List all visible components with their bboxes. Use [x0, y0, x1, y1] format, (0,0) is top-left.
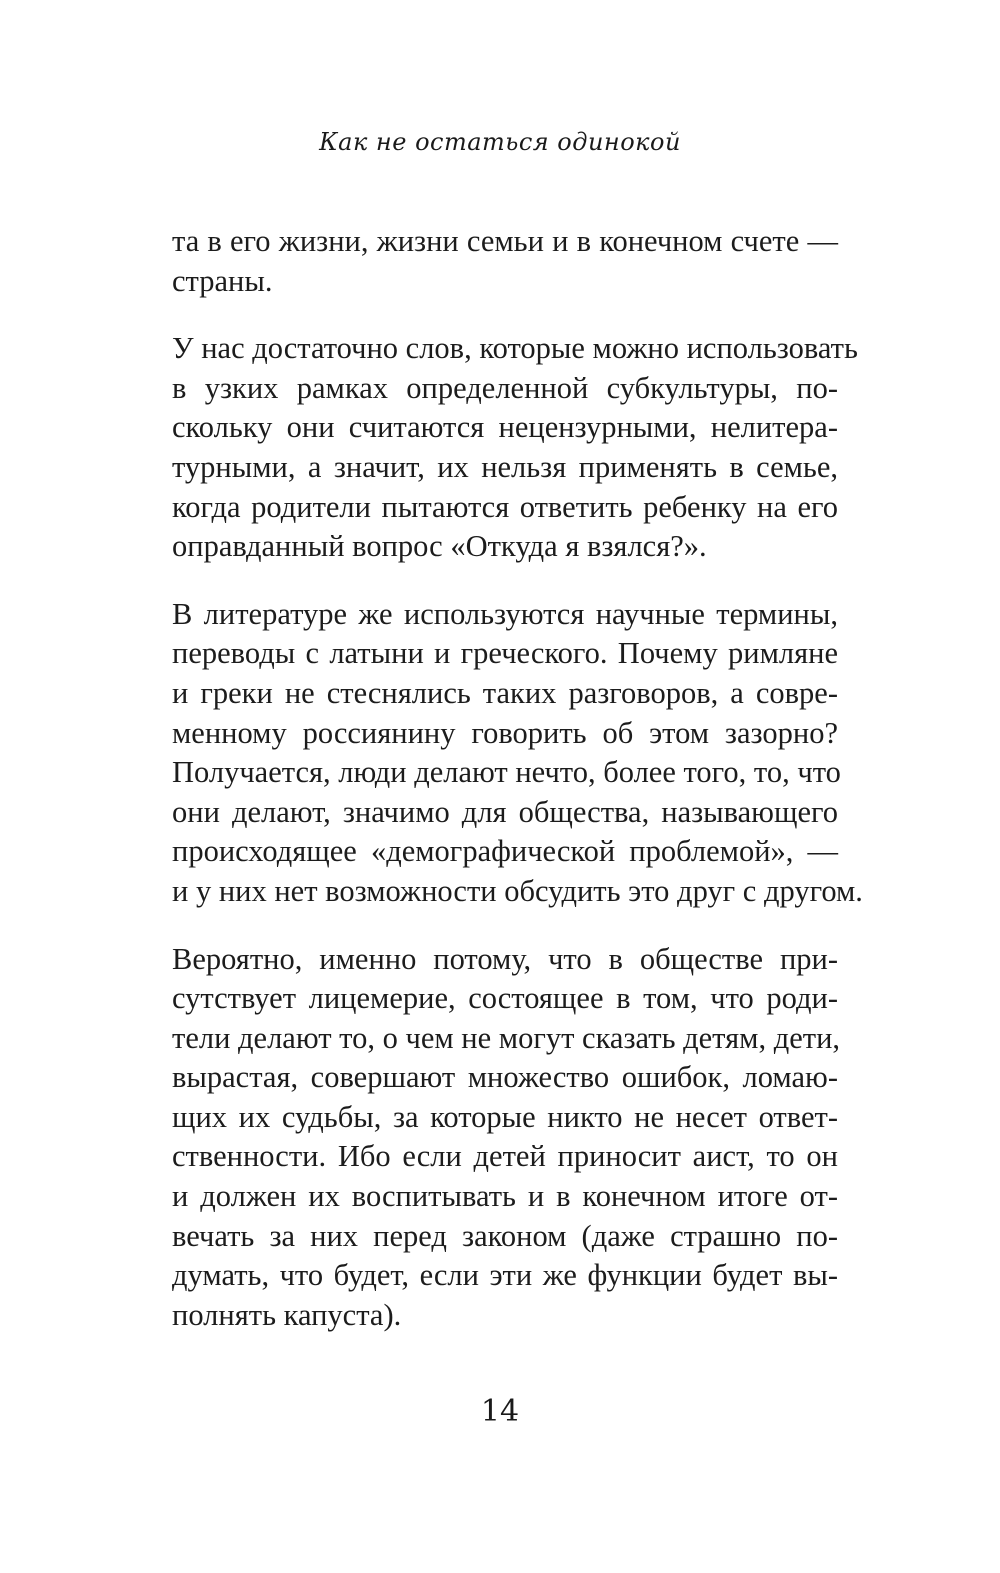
text-line: У нас достаточно слов, которые можно использовать [172, 331, 858, 366]
text-line: вечать за них перед законом (даже страшно по- [172, 1218, 838, 1253]
text-line: тели делают то, о чем не могут сказать детям, дети, [172, 1020, 841, 1055]
text-line: вырастая, совершают множество ошибок, ломаю- [172, 1060, 838, 1095]
text-line: В литературе же используются научные термины, [172, 596, 838, 631]
text-line: та в его жизни, жизни семьи и в конечном счете — [172, 224, 838, 258]
text-line: и греки не стеснялись таких разговоров, а совре- [172, 675, 838, 710]
page-number: 14 [480, 1394, 520, 1429]
body-text [172, 222, 863, 1363]
text-line: щих их судьбы, за которые никто не несет ответ- [172, 1099, 838, 1134]
text-line: происходящее «демографической проблемой», — [172, 834, 838, 869]
text-line: полнять капуста). [172, 1297, 402, 1332]
paragraph-3 [172, 595, 863, 912]
text-line: менному россиянину говорить об этом зазорно? [172, 715, 838, 750]
text-line: когда родители пытаются ответить ребенку на его [172, 489, 838, 524]
text-line: в узких рамках определенной субкультуры, по- [172, 370, 838, 405]
running-title: Как не остаться одинокой [319, 128, 681, 156]
paragraph-1 [172, 222, 838, 301]
text-line: переводы с латыни и греческого. Почему римляне [172, 636, 838, 671]
text-line: Вероятно, именно потому, что в обществе при- [172, 941, 838, 976]
text-line: турными, а значит, их нельзя применять в семье, [172, 449, 838, 484]
paragraph-4 [172, 940, 841, 1336]
text-line: Получается, люди делают нечто, более того, то, что [172, 755, 841, 790]
text-line: скольку они считаются нецензурными, нелитера- [172, 410, 838, 445]
text-line: сутствует лицемерие, состоящее в том, что роди- [172, 981, 838, 1016]
text-line: и у них нет возможности обсудить это друг с другом. [172, 873, 863, 908]
text-line: думать, что будет, если эти же функции будет вы- [172, 1258, 838, 1293]
text-line: страны. [172, 263, 273, 298]
text-line: они делают, значимо для общества, называющего [172, 794, 838, 829]
paragraph-2 [172, 329, 858, 567]
text-line: и должен их воспитывать и в конечном итоге от- [172, 1179, 838, 1214]
text-line: оправданный вопрос «Откуда я взялся?». [172, 529, 707, 564]
text-line: ственности. Ибо если детей приносит аист, то он [172, 1139, 838, 1174]
